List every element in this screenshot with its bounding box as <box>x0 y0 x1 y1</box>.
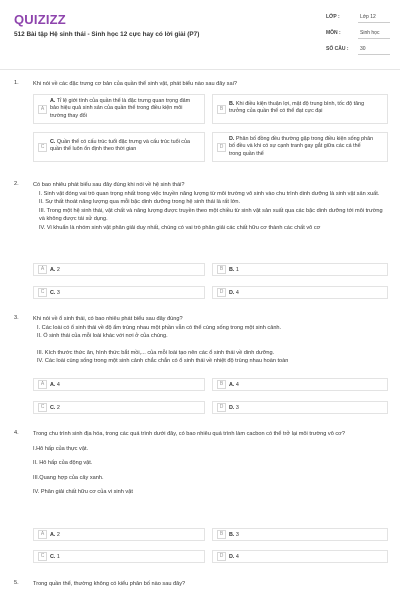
option-a[interactable] <box>33 528 205 541</box>
option-text: A. 4 <box>229 382 239 388</box>
divider <box>358 54 390 55</box>
option-text: D. 4 <box>229 554 239 560</box>
meta-subject-value: Sinh học <box>360 30 380 36</box>
option-text: A. 2 <box>50 532 60 538</box>
option-letter: C <box>38 288 47 297</box>
option-a[interactable] <box>33 263 205 276</box>
option-a[interactable] <box>33 378 205 391</box>
option-text: B. 3 <box>229 532 239 538</box>
divider <box>358 22 390 23</box>
question-number: 4. <box>14 430 19 436</box>
option-text: C. Quần thể có cấu trúc tuổi đặc trưng và cấu trúc tuổi của quần thể luôn ổn định theo thời gian <box>50 139 190 153</box>
document-title: 512 Bài tập Hệ sinh thái - Sinh học 12 cực hay có lời giải (P7) <box>14 31 200 38</box>
option-letter: A <box>38 265 47 274</box>
option-letter: B <box>217 380 226 389</box>
option-letter: D <box>217 552 226 561</box>
option-letter: C <box>38 143 47 152</box>
document-header <box>0 0 400 70</box>
option-text: B. 1 <box>229 267 239 273</box>
option-d[interactable] <box>212 132 388 162</box>
question-text: Trong chu trình sinh địa hóa, trong các quá trình dưới đây, có bao nhiêu quá trình làm cacbon có thể trở lại môi trường vô cơ? I.Hô hấp của thực vật. II. Hô hấp của động vật. III.Quang hợp của cây xanh. IV. Phân giải chất hữu cơ của vi sinh vật <box>33 431 345 495</box>
option-c[interactable] <box>33 401 205 414</box>
option-letter: D <box>217 288 226 297</box>
option-d[interactable] <box>212 550 388 563</box>
option-text: D. Phân bố đồng đều thường gặp trong điều kiện sống phân bố đều và khi có sự cạnh tranh gay gắt giữa các cá thể trong quần thể <box>229 136 374 157</box>
option-text: D. 4 <box>229 290 239 296</box>
meta-grade-value: Lớp 12 <box>360 14 376 20</box>
option-text: A. Tỉ lệ giới tính của quần thể là đặc trưng quan trọng đảm bảo hiệu quả sinh sản của quần thể trong điều kiện môi trường thay đổi <box>50 98 191 119</box>
option-letter: D <box>217 403 226 412</box>
option-b[interactable] <box>212 528 388 541</box>
question-text: Trong quần thể, thường không có kiểu phân bố nào sau đây? <box>33 581 186 587</box>
option-c[interactable] <box>33 132 205 162</box>
option-letter: C <box>38 403 47 412</box>
meta-count-value: 30 <box>360 46 366 52</box>
option-d[interactable] <box>212 286 388 299</box>
question-number: 1. <box>14 80 19 86</box>
quizizz-logo: QUIZIZZ <box>14 12 66 27</box>
option-d[interactable] <box>212 401 388 414</box>
question-text: Khi nói về ổ sinh thái, có bao nhiêu phát biểu sau đây đúng? I. Các loài có ổ sinh thái về độ ẩm trùng nhau một phần vẫn có thể cùng sống trong một sinh cảnh. II. Ổ sinh thái của mỗi loài khác với nơi ở của chúng. III. Kích thước thức ăn, hình thức bắt mồi,... của mỗi loài tạo nên các ổ sinh thái về dinh dưỡng. IV. Các loài cùng sống trong một sinh cảnh chắc chắn có ổ sinh thái về nhiệt độ trùng nhau hoàn toàn <box>33 316 289 364</box>
option-text: A. 2 <box>50 267 60 273</box>
question-text: Khi nói về các đặc trưng cơ bản của quần thể sinh vật, phát biểu nào sau đây sai? <box>33 81 237 87</box>
option-b[interactable] <box>212 94 388 124</box>
option-letter: A <box>38 380 47 389</box>
question-number: 5. <box>14 580 19 586</box>
option-text: C. 3 <box>50 290 60 296</box>
question-text: Có bao nhiêu phát biểu sau đây đúng khi nói về hệ sinh thái? I. Sinh vật đóng vai trò quan trọng nhất trong việc truyền năng lượng từ môi trường vô sinh vào chu trình dinh dưỡng là sinh vật sản xuất. II. Sự thất thoát năng lượng qua mỗi bậc dinh dưỡng trong hệ sinh thái là rất lớn. III. Trong một hệ sinh thái, vật chất và năng lượng được truyền theo một chiều từ sinh vật sản xuất qua các bậc dinh dưỡng tới môi trường và không được tái sử dụng. IV. Vi khuẩn là nhóm sinh vật phân giải duy nhất, chúng có vai trò phân giải các chất hữu cơ thành các chất vô cơ <box>33 182 383 231</box>
option-text: B. Khi điều kiện thuận lợi, mật độ trung bình, tốc độ tăng trưởng của quần thể có thể đạt cực đại <box>229 101 365 115</box>
meta-count-key: SỐ CÂU : <box>326 46 349 52</box>
option-letter: B <box>217 105 226 114</box>
option-letter: C <box>38 552 47 561</box>
option-b[interactable] <box>212 378 388 391</box>
option-letter: A <box>38 530 47 539</box>
option-letter: B <box>217 530 226 539</box>
option-letter: D <box>217 143 226 152</box>
option-b[interactable] <box>212 263 388 276</box>
divider <box>358 38 390 39</box>
option-text: C. 1 <box>50 554 60 560</box>
option-letter: A <box>38 105 47 114</box>
option-c[interactable] <box>33 286 205 299</box>
option-text: D. 3 <box>229 405 239 411</box>
meta-subject-key: MÔN : <box>326 30 341 36</box>
option-c[interactable] <box>33 550 205 563</box>
option-text: A. 4 <box>50 382 60 388</box>
option-letter: B <box>217 265 226 274</box>
question-number: 3. <box>14 315 19 321</box>
option-text: C. 2 <box>50 405 60 411</box>
meta-grade-key: LỚP : <box>326 14 340 20</box>
option-a[interactable] <box>33 94 205 124</box>
question-number: 2. <box>14 181 19 187</box>
